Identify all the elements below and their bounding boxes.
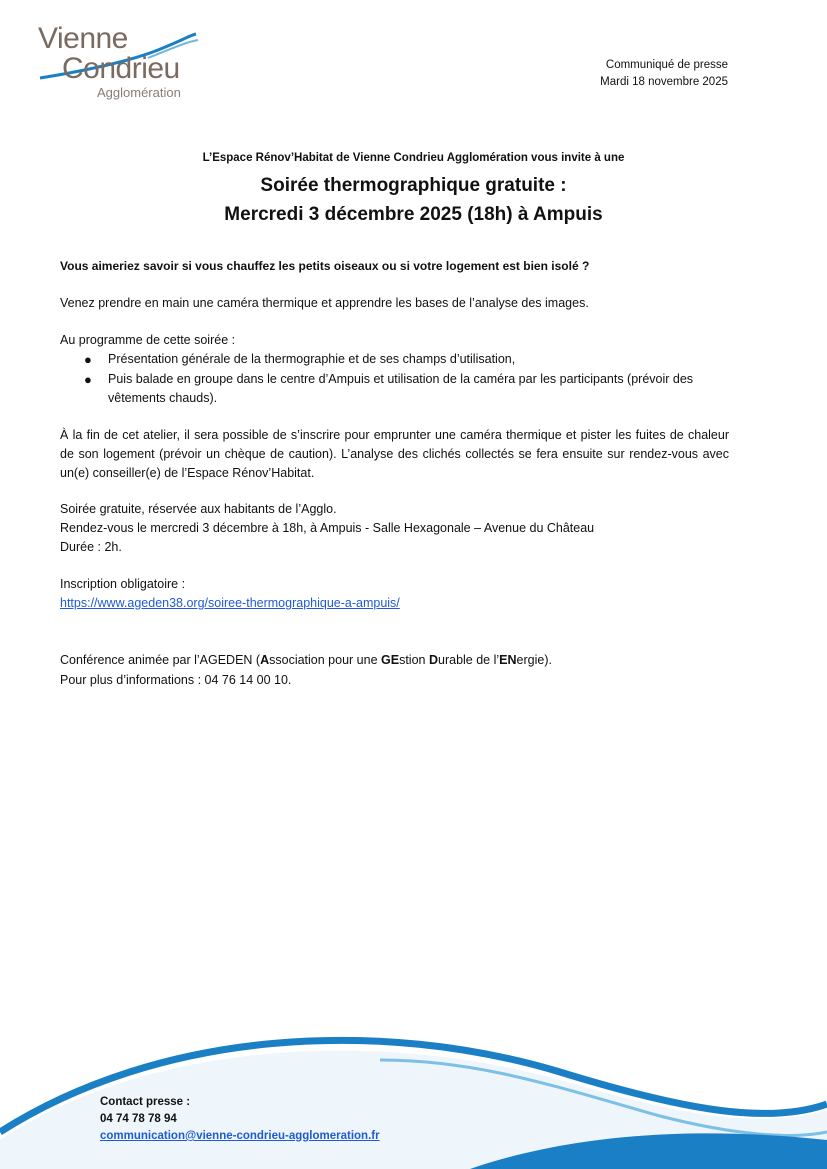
contact-block: [100, 1094, 380, 1145]
list-item: Présentation générale de la thermographie et de ses champs d’utilisation,: [108, 352, 516, 366]
contact-email-link[interactable]: communication@vienne-condrieu-agglomeration.fr: [100, 1130, 380, 1142]
logo-line-3: Agglomération: [97, 85, 181, 100]
conference-line: [60, 651, 729, 670]
bullet-icon: ●: [84, 372, 92, 387]
question-paragraph: Vous aimeriez savoir si vous chauffez les petits oiseaux ou si votre logement est bien isolé ?: [60, 259, 590, 273]
conf-bold: D: [428, 653, 438, 667]
brand-logo: [38, 22, 208, 106]
page-title-line-1: Soirée thermographique gratuite :: [260, 175, 567, 196]
press-header: [600, 57, 728, 91]
logo-line-2: Condrieu: [62, 52, 180, 85]
conf-bold: EN: [499, 653, 517, 667]
inscription-link[interactable]: https://www.ageden38.org/soiree-thermographique-a-ampuis/: [60, 596, 400, 610]
contact-label: Contact presse :: [100, 1096, 191, 1108]
conf-text: urable de l’: [438, 653, 500, 667]
contact-phone: 04 74 78 78 94: [100, 1113, 177, 1125]
conf-text: stion: [399, 653, 429, 667]
conf-bold: GE: [381, 653, 400, 667]
intro-line: L’Espace Rénov’Habitat de Vienne Condrieu Agglomération vous invite à une: [202, 152, 625, 164]
fin-paragraph: À la fin de cet atelier, il sera possible de s’inscrire pour emprunter une caméra thermique et pister les fuites de chaleur de son logement (prévoir un chèque de caution). L’analyse des clichés collectés se fera ensuite sur rendez-vous avec un(e) conseiller(e) de l’Espace Rénov’Habitat.: [60, 428, 729, 480]
info-line: Pour plus d’informations : 04 76 14 00 10.: [60, 673, 292, 687]
page-title-line-2: Mercredi 3 décembre 2025 (18h) à Ampuis: [224, 204, 603, 225]
bullet-icon: ●: [84, 352, 92, 367]
rendezvous-line: Rendez-vous le mercredi 3 décembre à 18h, à Ampuis - Salle Hexagonale – Avenue du Château: [60, 521, 595, 535]
press-label: Communiqué de presse: [605, 59, 728, 71]
list-item: Puis balade en groupe dans le centre d’Ampuis et utilisation de la caméra par les participants (prévoir des vêtements chauds).: [108, 372, 694, 405]
conf-text: ergie).: [516, 653, 552, 667]
inscription-line: Inscription obligatoire :: [60, 577, 186, 591]
programme-intro: Au programme de cette soirée :: [60, 333, 236, 347]
inscription-link-row: [60, 594, 729, 613]
conf-text: Conférence animée par l’AGEDEN (: [60, 653, 261, 667]
conf-text: ssociation pour une: [269, 653, 382, 667]
gratuite-line: Soirée gratuite, réservée aux habitants de l’Agglo.: [60, 502, 337, 516]
logo-line-1: Vienne: [38, 22, 128, 55]
duree-line: Durée : 2h.: [60, 540, 122, 554]
conf-bold: A: [260, 653, 270, 667]
press-date: Mardi 18 novembre 2025: [600, 76, 728, 88]
venez-paragraph: Venez prendre en main une caméra thermique et apprendre les bases de l’analyse des images.: [60, 296, 589, 310]
